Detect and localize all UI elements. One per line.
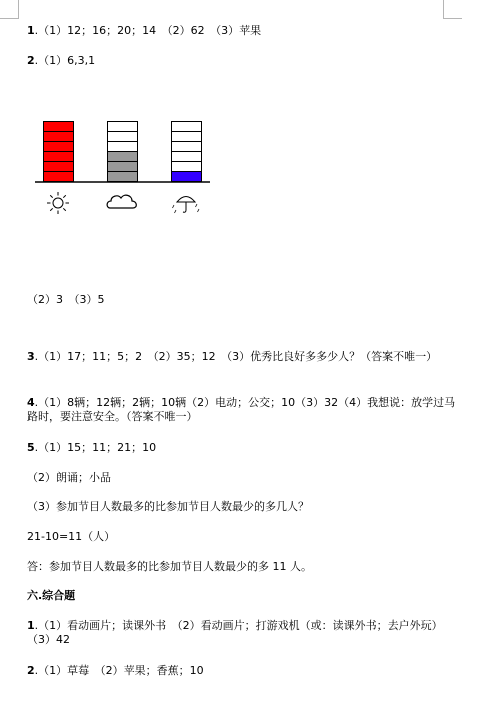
sun-icon-ray (63, 208, 65, 210)
answer-text: .（1）6,3,1 (34, 54, 96, 67)
answer-line-s2 (27, 664, 457, 678)
bar-cell-empty (172, 152, 202, 162)
bar-cell-filled (172, 172, 202, 182)
question-number: 5 (27, 441, 35, 454)
answer-line-q3 (27, 350, 457, 364)
question-number: 2 (27, 664, 35, 677)
answer-line-q5-part2: （2）朗诵；小品 (27, 471, 111, 484)
answer-line-s1 (27, 619, 457, 647)
answer-line-q5-equation: 21-10=11（人） (27, 530, 116, 543)
rain-icon (173, 197, 200, 214)
answer-text: .（1）看动画片；读课外书 （2）看动画片；打游戏机（或：读课外书；去户外玩） （3）42 (27, 619, 449, 646)
sun-icon-ray (63, 195, 65, 197)
bar-cell-empty (108, 142, 138, 152)
bar-cell-filled (44, 142, 74, 152)
bar-cell-filled (44, 122, 74, 132)
answer-text: .（1）15；11；21；10 (34, 441, 157, 454)
answer-text: .（1）17；11；5；2 （2）35；12 （3）优秀比良好多多少人？（答案不唯一） (34, 350, 438, 363)
answer-text: .（1）草莓 （2）苹果；香蕉；10 (34, 664, 204, 677)
answer-line-q5-conclusion: 答：参加节目人数最多的比参加节目人数最少的多 11 人。 (27, 560, 312, 573)
question-number: 3 (27, 350, 35, 363)
question-number: 4 (27, 396, 35, 409)
sun-icon-disc (53, 198, 63, 208)
bar-column-1 (44, 122, 74, 182)
answer-line-q2-continued: （2）3 （3）5 (27, 293, 105, 306)
answer-line-q4 (27, 396, 457, 424)
rain-icon-canopy (177, 197, 195, 203)
question-number: 1 (27, 24, 35, 37)
bar-cell-empty (172, 122, 202, 132)
answer-line-q2 (27, 54, 457, 68)
answer-line-q5 (27, 441, 457, 455)
bar-column-3 (172, 122, 202, 182)
question-number: 1 (27, 619, 35, 632)
bar-cell-empty (172, 162, 202, 172)
bar-cell-filled (108, 152, 138, 162)
sun-icon-ray (50, 208, 52, 210)
weather-bar-chart (30, 108, 220, 223)
sun-icon-ray (50, 195, 52, 197)
bar-cell-empty (172, 132, 202, 142)
answer-text: .（1）8辆；12辆；2辆；10辆（2）电动；公交；10（3）32（4）我想说：放学过马路时，要注意安全。（答案不唯一） (27, 396, 456, 423)
bar-cell-filled (108, 172, 138, 182)
bar-column-2 (108, 122, 138, 182)
question-number: 2 (27, 54, 35, 67)
bar-cell-filled (44, 152, 74, 162)
bar-cell-empty (108, 132, 138, 142)
answer-line-q5-part3: （3）参加节目人数最多的比参加节目人数最少的多几人？ (27, 500, 309, 513)
bar-cell-filled (44, 132, 74, 142)
bar-cell-empty (108, 122, 138, 132)
bar-cell-filled (108, 162, 138, 172)
bar-cell-filled (44, 162, 74, 172)
page-corner-mark-right (443, 0, 462, 19)
bar-cell-filled (44, 172, 74, 182)
cloud-icon-outline (107, 195, 136, 208)
answer-line-q1 (27, 24, 457, 38)
rain-icon-drop (173, 205, 175, 208)
answer-text: .（1）12；16；20；14 （2）62 （3）苹果 (34, 24, 262, 37)
rain-icon-drop (196, 204, 198, 207)
rain-icon-drop (175, 210, 177, 213)
cloud-icon (107, 195, 136, 208)
sun-icon (47, 192, 69, 214)
page-corner-mark-left (0, 0, 19, 19)
rain-icon-drop (198, 209, 200, 212)
section-heading: 六.综合题 (27, 589, 76, 602)
rain-icon-handle (183, 202, 186, 212)
bar-cell-empty (172, 142, 202, 152)
